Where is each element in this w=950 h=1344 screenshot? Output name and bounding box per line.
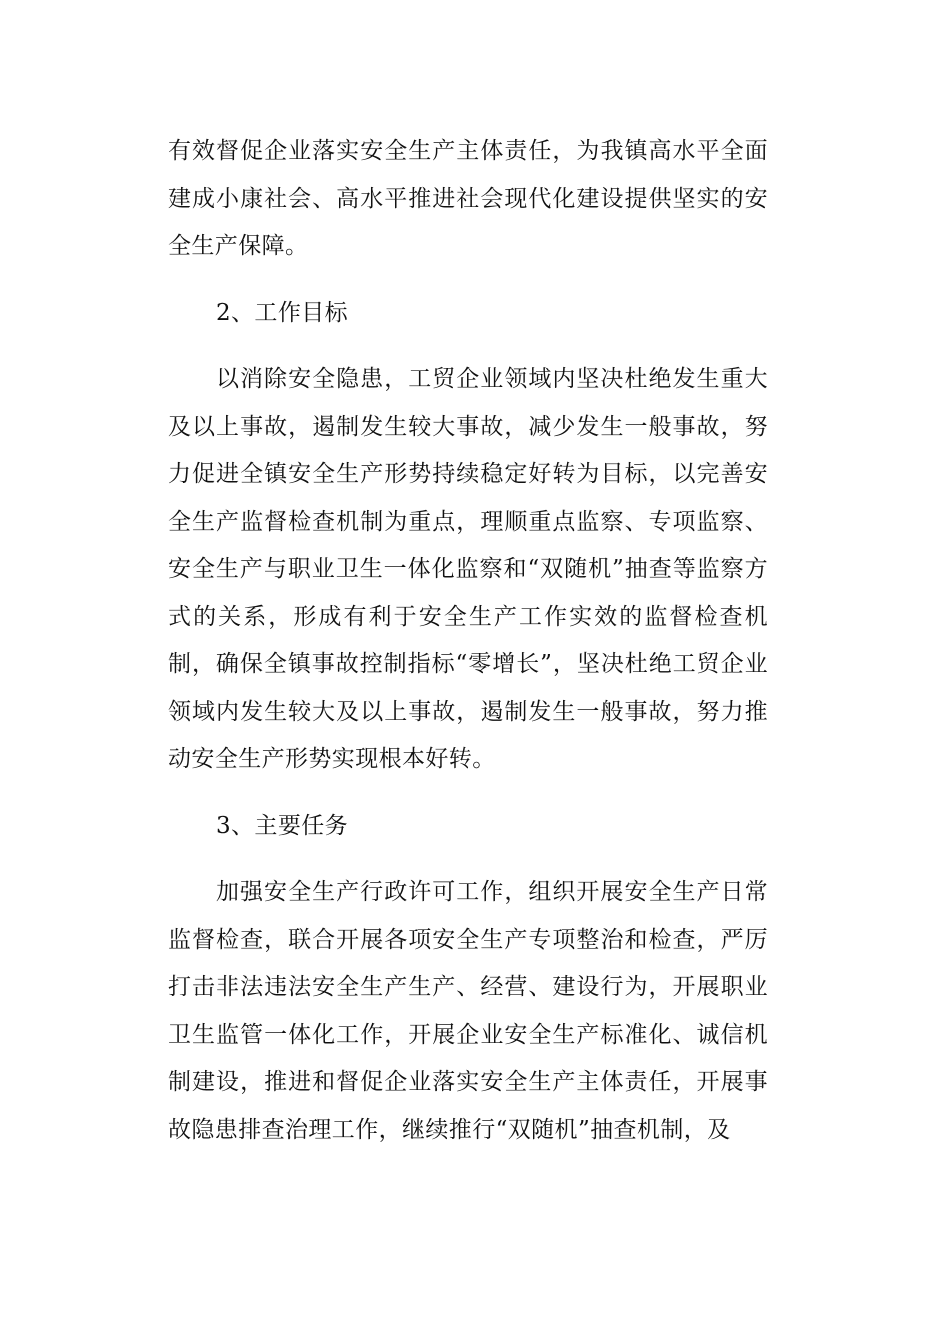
section-heading-work-goals: 2、工作目标: [216, 299, 349, 326]
document-body: [168, 128, 768, 1154]
paragraph-gap: [168, 337, 768, 356]
paragraph-work-goals: 以消除安全隐患，工贸企业领域内坚决杜绝发生重大及以上事故，遏制发生较大事故，减少发生一般事故，努力促进全镇安全生产形势持续稳定好转为目标，以完善安全生产监督检查机制为重点，理顺重点监察、专项监察、安全生产与职业卫生一体化监察和“双随机”抽查等监察方式的关系，形成有利于安全生产工作实效的监督检查机制，确保全镇事故控制指标“零增长”，坚决杜绝工贸企业领域内发生较大及以上事故，遏制发生一般事故，努力推动安全生产形势实现根本好转。: [168, 366, 768, 772]
paragraph-gap: [168, 850, 768, 869]
paragraph-continuation: 有效督促企业落实安全生产主体责任，为我镇高水平全面建成小康社会、高水平推进社会现代化建设提供坚实的安全生产保障。: [168, 138, 768, 259]
paragraph-main-tasks: 加强安全生产行政许可工作，组织开展安全生产日常监督检查，联合开展各项安全生产专项整治和检查，严厉打击非法违法安全生产生产、经营、建设行为，开展职业卫生监管一体化工作，开展企业安全生产标准化、诚信机制建设，推进和督促企业落实安全生产主体责任，开展事故隐患排查治理工作，继续推行“双随机”抽查机制，及: [168, 879, 768, 1143]
paragraph-gap: [168, 784, 768, 803]
section-heading-main-tasks: 3、主要任务: [216, 812, 349, 839]
paragraph-gap: [168, 271, 768, 290]
